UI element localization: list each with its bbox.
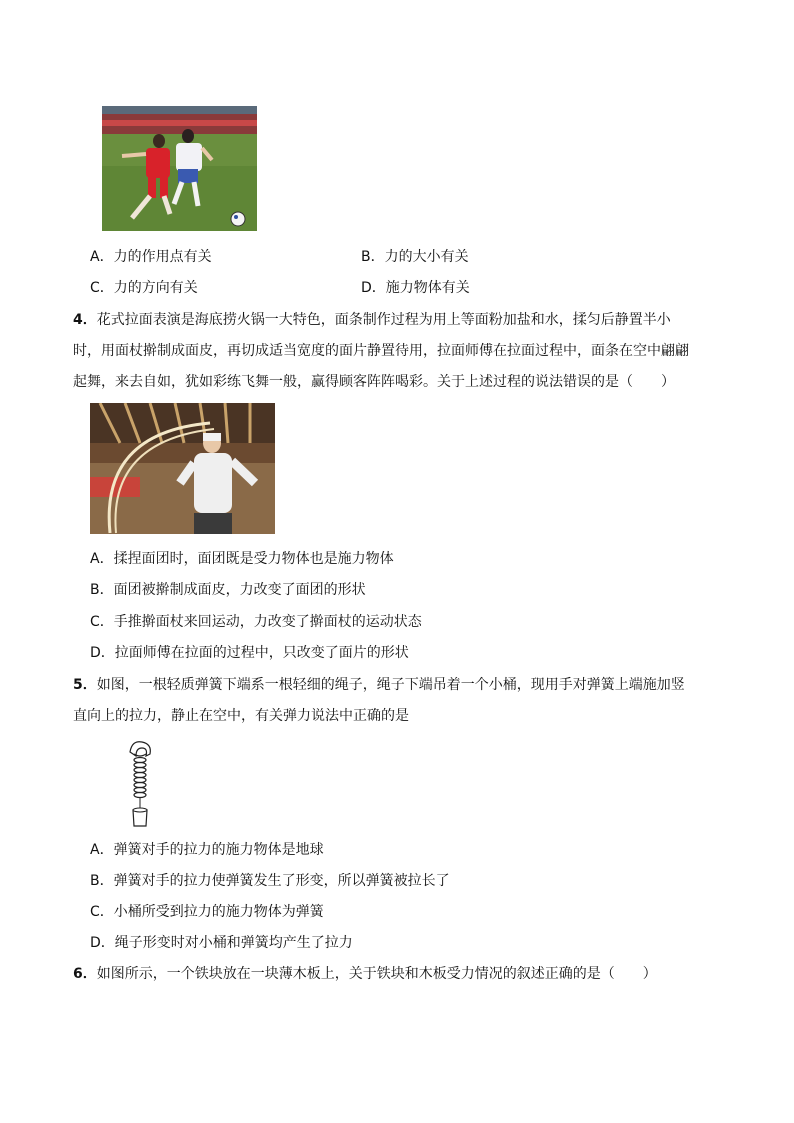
q4-option-c: C．手推擀面杖来回运动，力改变了擀面杖的运动状态 — [90, 614, 422, 630]
q4-number: 4． — [73, 312, 97, 328]
q3-option-b: B．力的大小有关 — [361, 249, 469, 265]
q4-option-d: D．拉面师傅在拉面的过程中，只改变了面片的形状 — [90, 645, 409, 661]
q4-stem-line-2: 时，用面杖擀制成面皮，再切成适当宽度的面片静置待用，拉面师傅在拉面过程中，面条在空中翩翩 — [73, 343, 689, 359]
q5-stem-line-1: 5．如图，一根轻质弹簧下端系一根轻细的绳子，绳子下端吊着一个小桶，现用手对弹簧上端施加竖 — [73, 677, 685, 693]
q6-number: 6． — [73, 966, 97, 982]
q3-option-d: D．施力物体有关 — [361, 280, 470, 296]
noodle-performance-photo — [90, 403, 275, 534]
q5-stem-line-2: 直向上的拉力，静止在空中，有关弹力说法中正确的是 — [73, 708, 409, 724]
q4-stem-line-1: 4．花式拉面表演是海底捞火锅一大特色，面条制作过程为用上等面粉加盐和水，揉匀后静置半小 — [73, 312, 671, 328]
q3-option-a: A．力的作用点有关 — [90, 249, 212, 265]
q4-option-b: B．面团被擀制成面皮，力改变了面团的形状 — [90, 582, 366, 598]
spring-bucket-diagram — [118, 738, 158, 830]
q6-stem-line-1: 6．如图所示，一个铁块放在一块薄木板上，关于铁块和木板受力情况的叙述正确的是（ ） — [73, 966, 657, 982]
q4-option-a: A．揉捏面团时，面团既是受力物体也是施力物体 — [90, 551, 394, 567]
q5-number: 5． — [73, 677, 97, 693]
q5-option-d: D．绳子形变时对小桶和弹簧均产生了拉力 — [90, 935, 353, 951]
soccer-photo — [102, 106, 257, 231]
q5-option-c: C．小桶所受到拉力的施力物体为弹簧 — [90, 904, 324, 920]
q4-stem-line-3: 起舞，来去自如，犹如彩练飞舞一般，赢得顾客阵阵喝彩。关于上述过程的说法错误的是（ ） — [73, 374, 675, 390]
q3-option-c: C．力的方向有关 — [90, 280, 198, 296]
q5-option-b: B．弹簧对手的拉力使弹簧发生了形变，所以弹簧被拉长了 — [90, 873, 450, 889]
q5-option-a: A．弹簧对手的拉力的施力物体是地球 — [90, 842, 324, 858]
